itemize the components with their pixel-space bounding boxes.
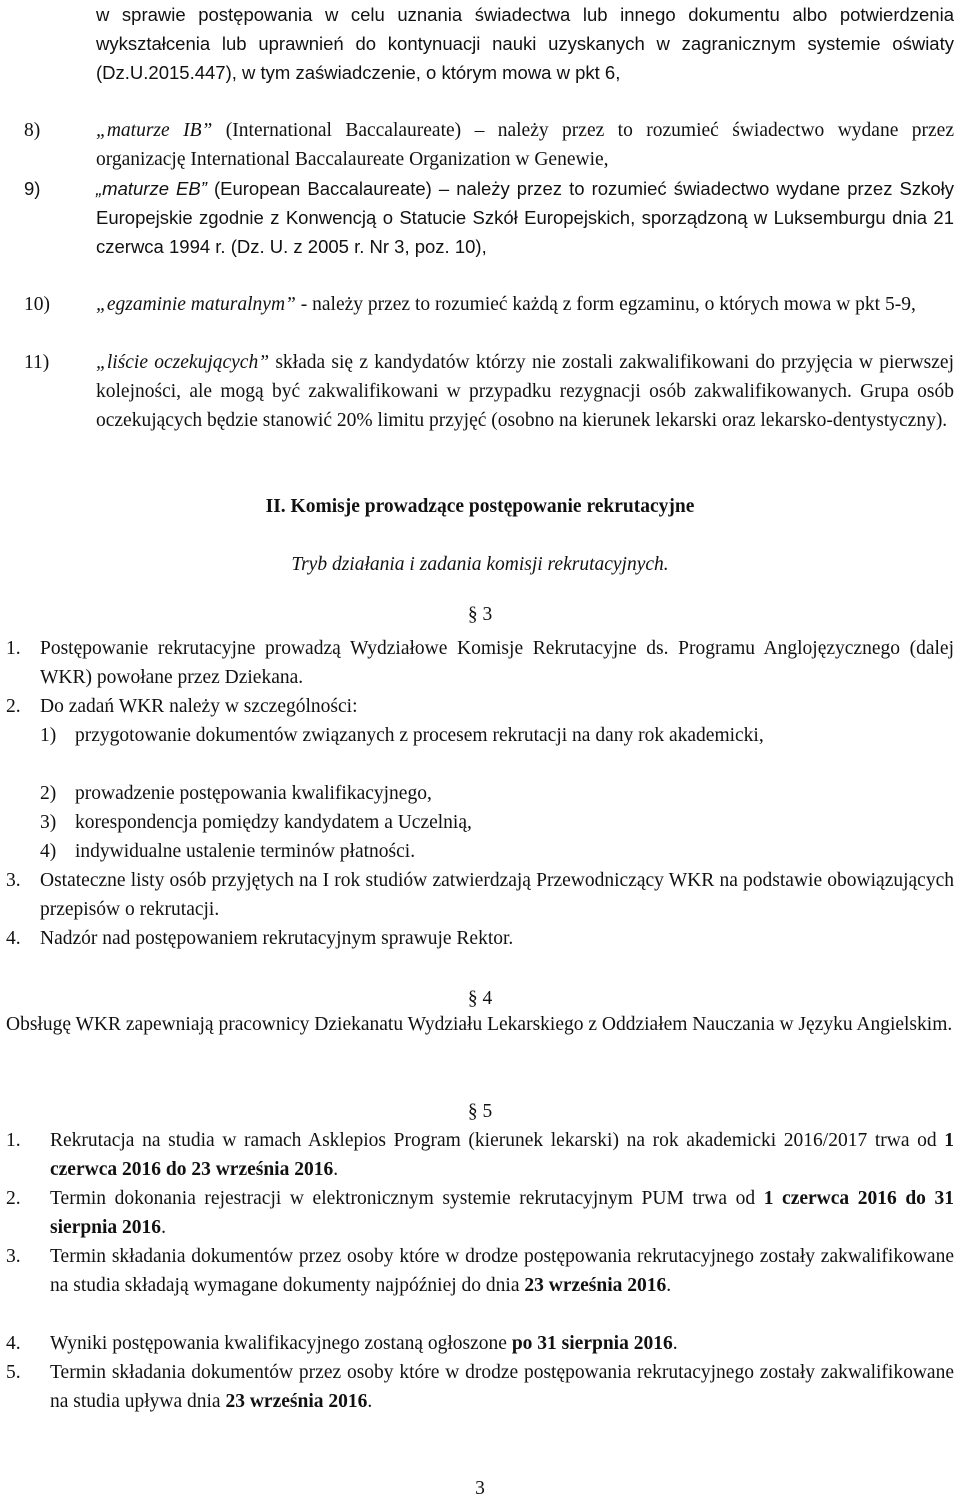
item-text: Termin składania dokumentów przez osoby które w drodze postępowania rekrutacyjnego zostały zakwalifikowane na studia upływa dnia <box>50 1362 954 1412</box>
section-heading: II. Komisje prowadzące postępowanie rekrutacyjne <box>265 496 695 517</box>
subitem-text: indywidualne ustalenie terminów płatności. <box>75 841 416 862</box>
item-number: 3. <box>6 1246 21 1267</box>
item-number: 5. <box>6 1362 21 1383</box>
par3-subitem-1 <box>40 721 860 750</box>
subitem-number: 1) <box>40 725 57 746</box>
item-number: 2. <box>6 1188 21 1209</box>
item-number: 10) <box>24 294 50 315</box>
defined-term: „maturze EB” <box>96 178 207 199</box>
item-text: Rekrutacja na studia w ramach Asklepios Program (kierunek lekarski) na rok akademicki 2016/2017 trwa od <box>50 1130 945 1151</box>
item-number: 8) <box>24 120 41 141</box>
section-subheading: Tryb działania i zadania komisji rekrutacyjnych. <box>291 554 669 575</box>
deadline-date: 23 września 2016 <box>524 1275 667 1296</box>
par5-point-5 <box>6 1358 954 1416</box>
par3-subitem-2 <box>40 779 954 808</box>
date-range: 1 czerwca 2016 do 23 września 2016 <box>50 1130 954 1180</box>
subitem-number: 4) <box>40 841 57 862</box>
defined-term: „liście oczekujących” <box>96 352 270 373</box>
par3-point-1 <box>6 634 954 692</box>
definition-text: - należy przez to rozumieć każdą z form egzaminu, o których mowa w pkt 5-9, <box>295 294 916 315</box>
item-number: 1. <box>6 638 21 659</box>
defined-term: „maturze IB” <box>96 120 213 141</box>
par5-point-1 <box>6 1126 954 1184</box>
punctuation: . <box>333 1159 339 1180</box>
item-number: 4. <box>6 1333 21 1354</box>
subitem-number: 3) <box>40 812 57 833</box>
results-date: po 31 sierpnia 2016 <box>511 1333 673 1354</box>
definition-item-11 <box>24 348 954 435</box>
subitem-text: korespondencja pomiędzy kandydatem a Uczelnią, <box>75 812 472 833</box>
par3-point-3 <box>6 866 954 924</box>
subitem-number: 2) <box>40 783 57 804</box>
par3-point-2 <box>6 692 954 721</box>
paragraph-mark-4: § 4 <box>467 988 493 1009</box>
paragraph-mark-3: § 3 <box>467 604 493 625</box>
punctuation: . <box>666 1275 672 1296</box>
definition-item-8 <box>24 116 954 174</box>
punctuation: . <box>672 1333 678 1354</box>
definition-item-9 <box>24 174 954 261</box>
definition-item-7-continuation <box>96 0 954 87</box>
subitem-text: przygotowanie dokumentów związanych z procesem rekrutacji na dany rok akademicki, <box>75 725 764 746</box>
item-text: Termin składania dokumentów przez osoby które w drodze postępowania rekrutacyjnego zostały zakwalifikowane na studia składają wymagane dokumenty najpóźniej do dnia <box>50 1246 954 1296</box>
item-number: 1. <box>6 1130 21 1151</box>
definition-text: (International Baccalaureate) – należy przez to rozumieć świadectwo wydane przez organizację International Baccalaureate Organization w Genewie, <box>96 120 954 170</box>
subitem-text: prowadzenie postępowania kwalifikacyjnego, <box>75 783 432 804</box>
definition-item-10 <box>24 290 954 319</box>
par4-text: Obsługę WKR zapewniają pracownicy Dziekanatu Wydziału Lekarskiego z Oddziałem Nauczania w Języku Angielskim. <box>6 1014 953 1035</box>
punctuation: . <box>367 1391 373 1412</box>
defined-term: „egzaminie maturalnym” <box>96 294 296 315</box>
definition-text: w sprawie postępowania w celu uznania świadectwa lub innego dokumentu albo potwierdzenia wykształcenia lub uprawnień do kontynuacji nauki uzyskanych w zagranicznym systemie oświaty (Dz.U.2015.447), w tym zaświadczenie, o którym mowa w pkt 6, <box>96 4 954 83</box>
item-text: Ostateczne listy osób przyjętych na I rok studiów zatwierdzają Przewodniczący WKR na podstawie obowiązujących przepisów o rekrutacji. <box>40 870 954 920</box>
item-number: 3. <box>6 870 21 891</box>
item-text: Termin dokonania rejestracji w elektronicznym systemie rekrutacyjnym PUM trwa od <box>50 1188 764 1209</box>
date-range: 1 czerwca 2016 do 31 sierpnia 2016 <box>50 1188 955 1238</box>
par3-subitem-4 <box>40 837 954 866</box>
item-number: 4. <box>6 928 21 949</box>
punctuation: . <box>161 1217 166 1238</box>
item-number: 9) <box>24 178 41 199</box>
par3-subitem-3 <box>40 808 954 837</box>
item-text: Nadzór nad postępowaniem rekrutacyjnym sprawuje Rektor. <box>40 928 514 949</box>
item-text: Do zadań WKR należy w szczególności: <box>40 696 358 717</box>
item-text: Wyniki postępowania kwalifikacyjnego zostaną ogłoszone <box>50 1333 512 1354</box>
par3-point-4 <box>6 924 954 953</box>
definition-text: składa się z kandydatów którzy nie zostali zakwalifikowani do przyjęcia w pierwszej kolejności, ale mogą być zakwalifikowani w przypadku rezygnacji osób zakwalifikowanych. Grupa osób oczekujących będzie stanowić 20% limitu przyjęć (osobno na kierunek lekarski oraz lekarsko-dentystyczny). <box>96 352 955 431</box>
item-number: 11) <box>24 352 50 373</box>
paragraph-mark-5: § 5 <box>467 1101 493 1122</box>
page-number: 3 <box>475 1478 485 1499</box>
par5-point-2 <box>6 1184 954 1242</box>
item-number: 2. <box>6 696 21 717</box>
definition-text: (European Baccalaureate) – należy przez to rozumieć świadectwo wydane przez Szkoły Europejskie zgodnie z Konwencją o Statucie Szkół Europejskich, sporządzoną w Luksemburgu dnia 21 czerwca 1994 r. (Dz. U. z 2005 r. Nr 3, poz. 10), <box>96 178 954 257</box>
item-text: Postępowanie rekrutacyjne prowadzą Wydziałowe Komisje Rekrutacyjne ds. Programu Anglojęzycznego (dalej WKR) powołane przez Dziekana. <box>40 638 954 688</box>
par5-point-4 <box>6 1329 954 1358</box>
deadline-date: 23 września 2016 <box>225 1391 368 1412</box>
par5-point-3 <box>6 1242 954 1300</box>
